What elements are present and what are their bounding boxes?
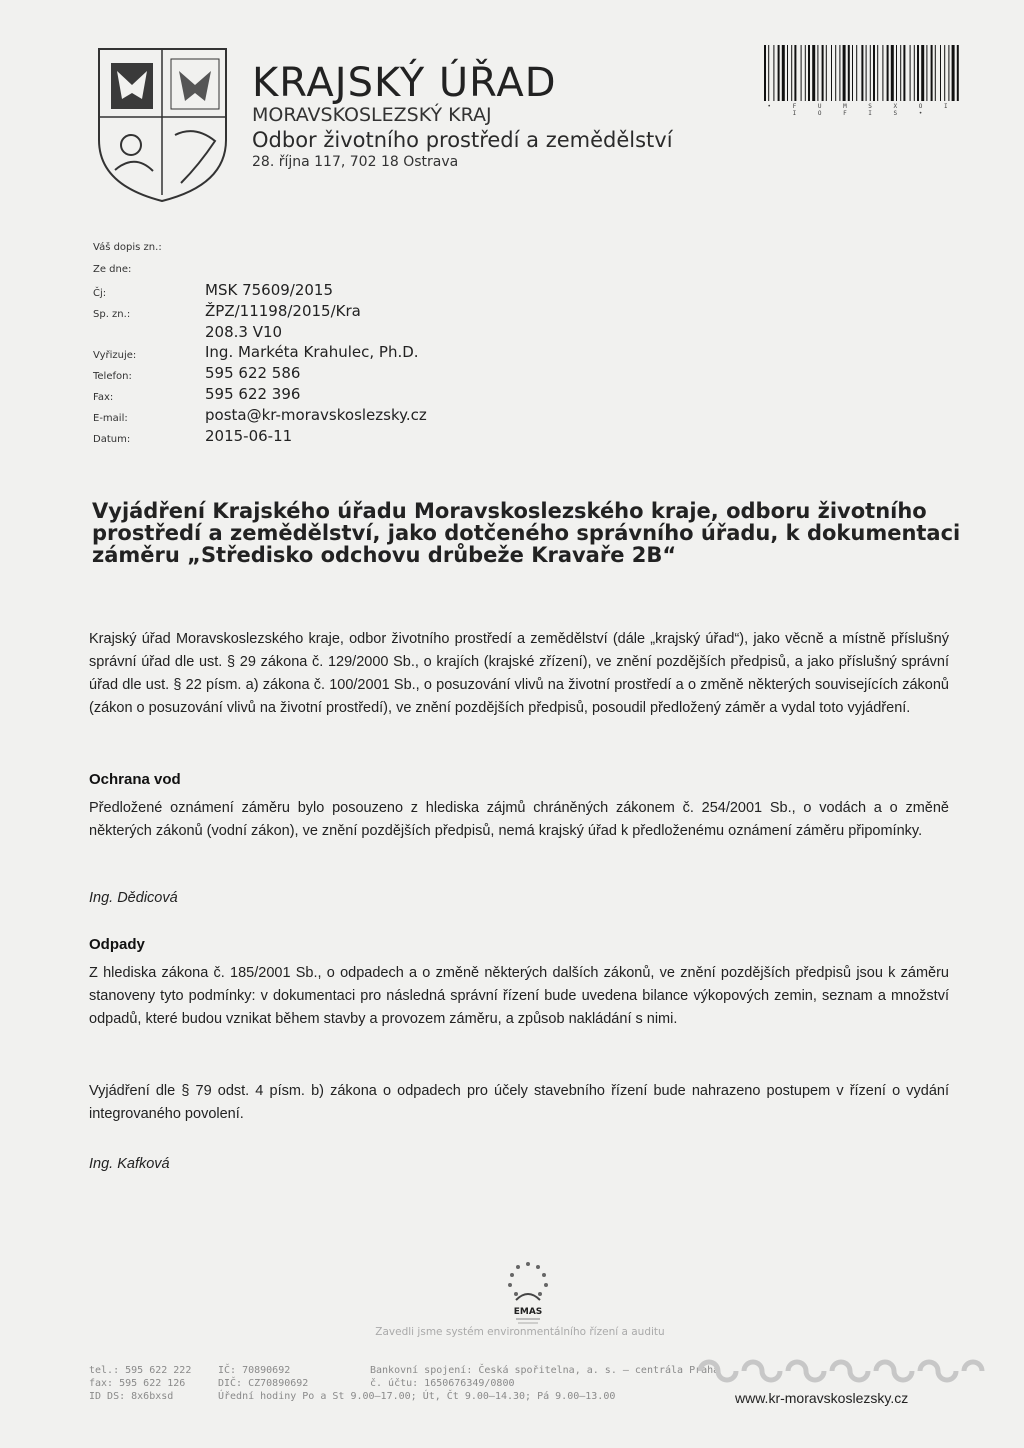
section-title-water: Ochrana vod bbox=[89, 771, 181, 788]
department-name: Odbor životního prostředí a zemědělství bbox=[252, 128, 673, 152]
barcode-bar bbox=[791, 45, 792, 101]
barcode-bar bbox=[873, 45, 875, 101]
coat-of-arms-logo bbox=[95, 45, 230, 205]
barcode-bar bbox=[877, 45, 878, 101]
meta-value-file: ŽPZ/11198/2015/Kra bbox=[205, 302, 361, 320]
footer-office-hours: Úřední hodiny Po a St 9.00–17.00; Út, Čt 9.00–14.30; Pá 9.00–13.00 bbox=[218, 1391, 616, 1402]
barcode-image bbox=[762, 45, 962, 105]
decorative-wave-pattern bbox=[692, 1355, 992, 1387]
barcode-bar bbox=[812, 45, 815, 101]
barcode-bar bbox=[931, 45, 933, 101]
barcode-bar bbox=[891, 45, 894, 101]
barcode-bar bbox=[935, 45, 936, 101]
waste-paragraph: Z hlediska zákona č. 185/2001 Sb., o odpadech a o změně některých dalších zákonů, ve znění pozdějších předpisů jsou k záměru stanoveny tyto podmínky: v dokumentaci pro následná správní řízení bude uvedena bilance výkopových zemin, seznam a množství odpadů, které budou vznikat během stavby a provozem záměru, a způsob nakládání s nimi. bbox=[89, 965, 949, 1027]
emas-note: Zavedli jsme systém environmentálního řízení a auditu bbox=[375, 1326, 665, 1338]
barcode-bar bbox=[914, 45, 915, 101]
footer-dic: DIČ: CZ70890692 bbox=[218, 1378, 309, 1389]
footer-bank-account: č. účtu: 1650676349/0800 bbox=[370, 1378, 515, 1389]
footer-bank-name: Bankovní spojení: Česká spořitelna, a. s. – centrála Praha bbox=[370, 1365, 720, 1376]
meta-label: E-mail: bbox=[93, 413, 128, 424]
barcode-bar bbox=[887, 45, 889, 101]
meta-value-code: 208.3 V10 bbox=[205, 323, 283, 341]
barcode-bar bbox=[794, 45, 796, 101]
meta-label: Datum: bbox=[93, 434, 131, 445]
barcode-bar bbox=[957, 45, 959, 101]
meta-value-date: 2015-06-11 bbox=[205, 427, 293, 445]
barcode-bar bbox=[778, 45, 780, 101]
meta-label: Fax: bbox=[93, 392, 114, 403]
footer-contact bbox=[89, 1364, 191, 1403]
meta-label: Ze dne: bbox=[93, 264, 132, 275]
barcode-caption: • F U M S X O I I O F I S • bbox=[767, 103, 957, 117]
barcode-bar bbox=[866, 45, 867, 101]
barcode-bar bbox=[817, 45, 818, 101]
office-address: 28. října 117, 702 18 Ostrava bbox=[252, 154, 459, 170]
barcode-bar bbox=[822, 45, 824, 101]
meta-label: Váš dopis zn.: bbox=[93, 242, 162, 253]
barcode-bar bbox=[900, 45, 901, 101]
barcode-bar bbox=[808, 45, 810, 101]
meta-label: Telefon: bbox=[93, 371, 132, 382]
document-heading: Vyjádření Krajského úřadu Moravskoslezského kraje, odboru životního prostředí a zemědělství, jako dotčeného správního úřadu, k dokumentaci záměru „Středisko odchovu drůbeže Kravaře 2B“ bbox=[92, 499, 961, 567]
barcode-bar bbox=[764, 45, 766, 101]
footer-fax: fax: 595 622 126 bbox=[89, 1378, 186, 1389]
website-link[interactable]: www.kr-moravskoslezsky.cz bbox=[735, 1390, 909, 1406]
barcode-bar bbox=[948, 45, 949, 101]
barcode-bar bbox=[940, 45, 941, 101]
barcode-bar bbox=[921, 45, 924, 101]
intro-paragraph: Krajský úřad Moravskoslezského kraje, odbor životního prostředí a zemědělství (dále „krajský úřad“), jako věcně a místně příslušný správní úřad dle ust. § 29 zákona č. 129/2000 Sb., o krajích (krajské zřízení), ve znění pozdějších předpisů, a jako příslušný správní úřad dle ust. § 22 písm. a) zákona č. 100/2001 Sb., o posuzování vlivů na životní prostředí a o změně některých souvisejících zákonů (zákon o posuzování vlivů na životní prostředí), ve znění pozdějších předpisů, posoudil předložený záměr a vydal toto vyjádření. bbox=[89, 631, 949, 716]
meta-value-email: posta@kr-moravskoslezsky.cz bbox=[205, 406, 427, 424]
barcode-bar bbox=[782, 45, 785, 101]
meta-value-phone: 595 622 586 bbox=[205, 364, 301, 382]
barcode-bar bbox=[861, 45, 863, 101]
barcode-bar bbox=[896, 45, 897, 101]
emas-logo bbox=[478, 1258, 578, 1326]
footer-phone: tel.: 595 622 222 bbox=[89, 1365, 192, 1376]
barcode-bar bbox=[835, 45, 836, 101]
barcode-bar bbox=[826, 45, 827, 101]
meta-label: Čj: bbox=[93, 288, 107, 299]
barcode-bar bbox=[910, 45, 911, 101]
barcode-bar bbox=[801, 45, 802, 101]
meta-value-fax: 595 622 396 bbox=[205, 385, 301, 403]
barcode-bar bbox=[852, 45, 853, 101]
barcode-bar bbox=[831, 45, 832, 101]
barcode-bar bbox=[870, 45, 871, 101]
barcode-bar bbox=[848, 45, 850, 101]
barcode-bar bbox=[926, 45, 927, 101]
office-title: KRAJSKÝ ÚŘAD bbox=[252, 60, 557, 106]
meta-value-reference: MSK 75609/2015 bbox=[205, 281, 334, 299]
barcode-bar bbox=[839, 45, 840, 101]
meta-value-handler: Ing. Markéta Krahulec, Ph.D. bbox=[205, 343, 419, 361]
meta-label: Sp. zn.: bbox=[93, 309, 131, 320]
barcode-bar bbox=[903, 45, 905, 101]
footer-ids bbox=[218, 1364, 388, 1390]
barcode-bar bbox=[917, 45, 919, 101]
footer-bank bbox=[370, 1364, 720, 1390]
barcode-bar bbox=[952, 45, 955, 101]
signature-waste: Ing. Kafková bbox=[89, 1156, 170, 1172]
signature-water: Ing. Dědicová bbox=[89, 890, 178, 906]
region-name: MORAVSKOSLEZSKÝ KRAJ bbox=[252, 104, 492, 126]
waste-paragraph-2: Vyjádření dle § 79 odst. 4 písm. b) zákona o odpadech pro účely stavebního řízení bude nahrazeno postupem v řízení o vydání integrovaného povolení. bbox=[89, 1083, 949, 1122]
barcode-bar bbox=[773, 45, 774, 101]
barcode-bar bbox=[856, 45, 857, 101]
footer-databox: ID DS: 8x6bxsd bbox=[89, 1391, 174, 1402]
barcode-bar bbox=[787, 45, 788, 101]
water-paragraph: Předložené oznámení záměru bylo posouzeno z hlediska zájmů chráněných zákonem č. 254/2001 Sb., o vodách a o změně některých zákonů (vodní zákon), ve znění pozdějších předpisů, nemá krajský úřad k předloženému oznámení záměru připomínky. bbox=[89, 800, 949, 839]
svg-text:EMAS: EMAS bbox=[513, 1307, 543, 1317]
footer-ic: IČ: 70890692 bbox=[218, 1365, 291, 1376]
barcode-bar bbox=[944, 45, 945, 101]
meta-label: Vyřizuje: bbox=[93, 350, 137, 361]
section-title-waste: Odpady bbox=[89, 936, 145, 953]
barcode-bar bbox=[882, 45, 883, 101]
barcode-bar bbox=[843, 45, 846, 101]
barcode-bar bbox=[768, 45, 769, 101]
barcode-bar bbox=[805, 45, 806, 101]
